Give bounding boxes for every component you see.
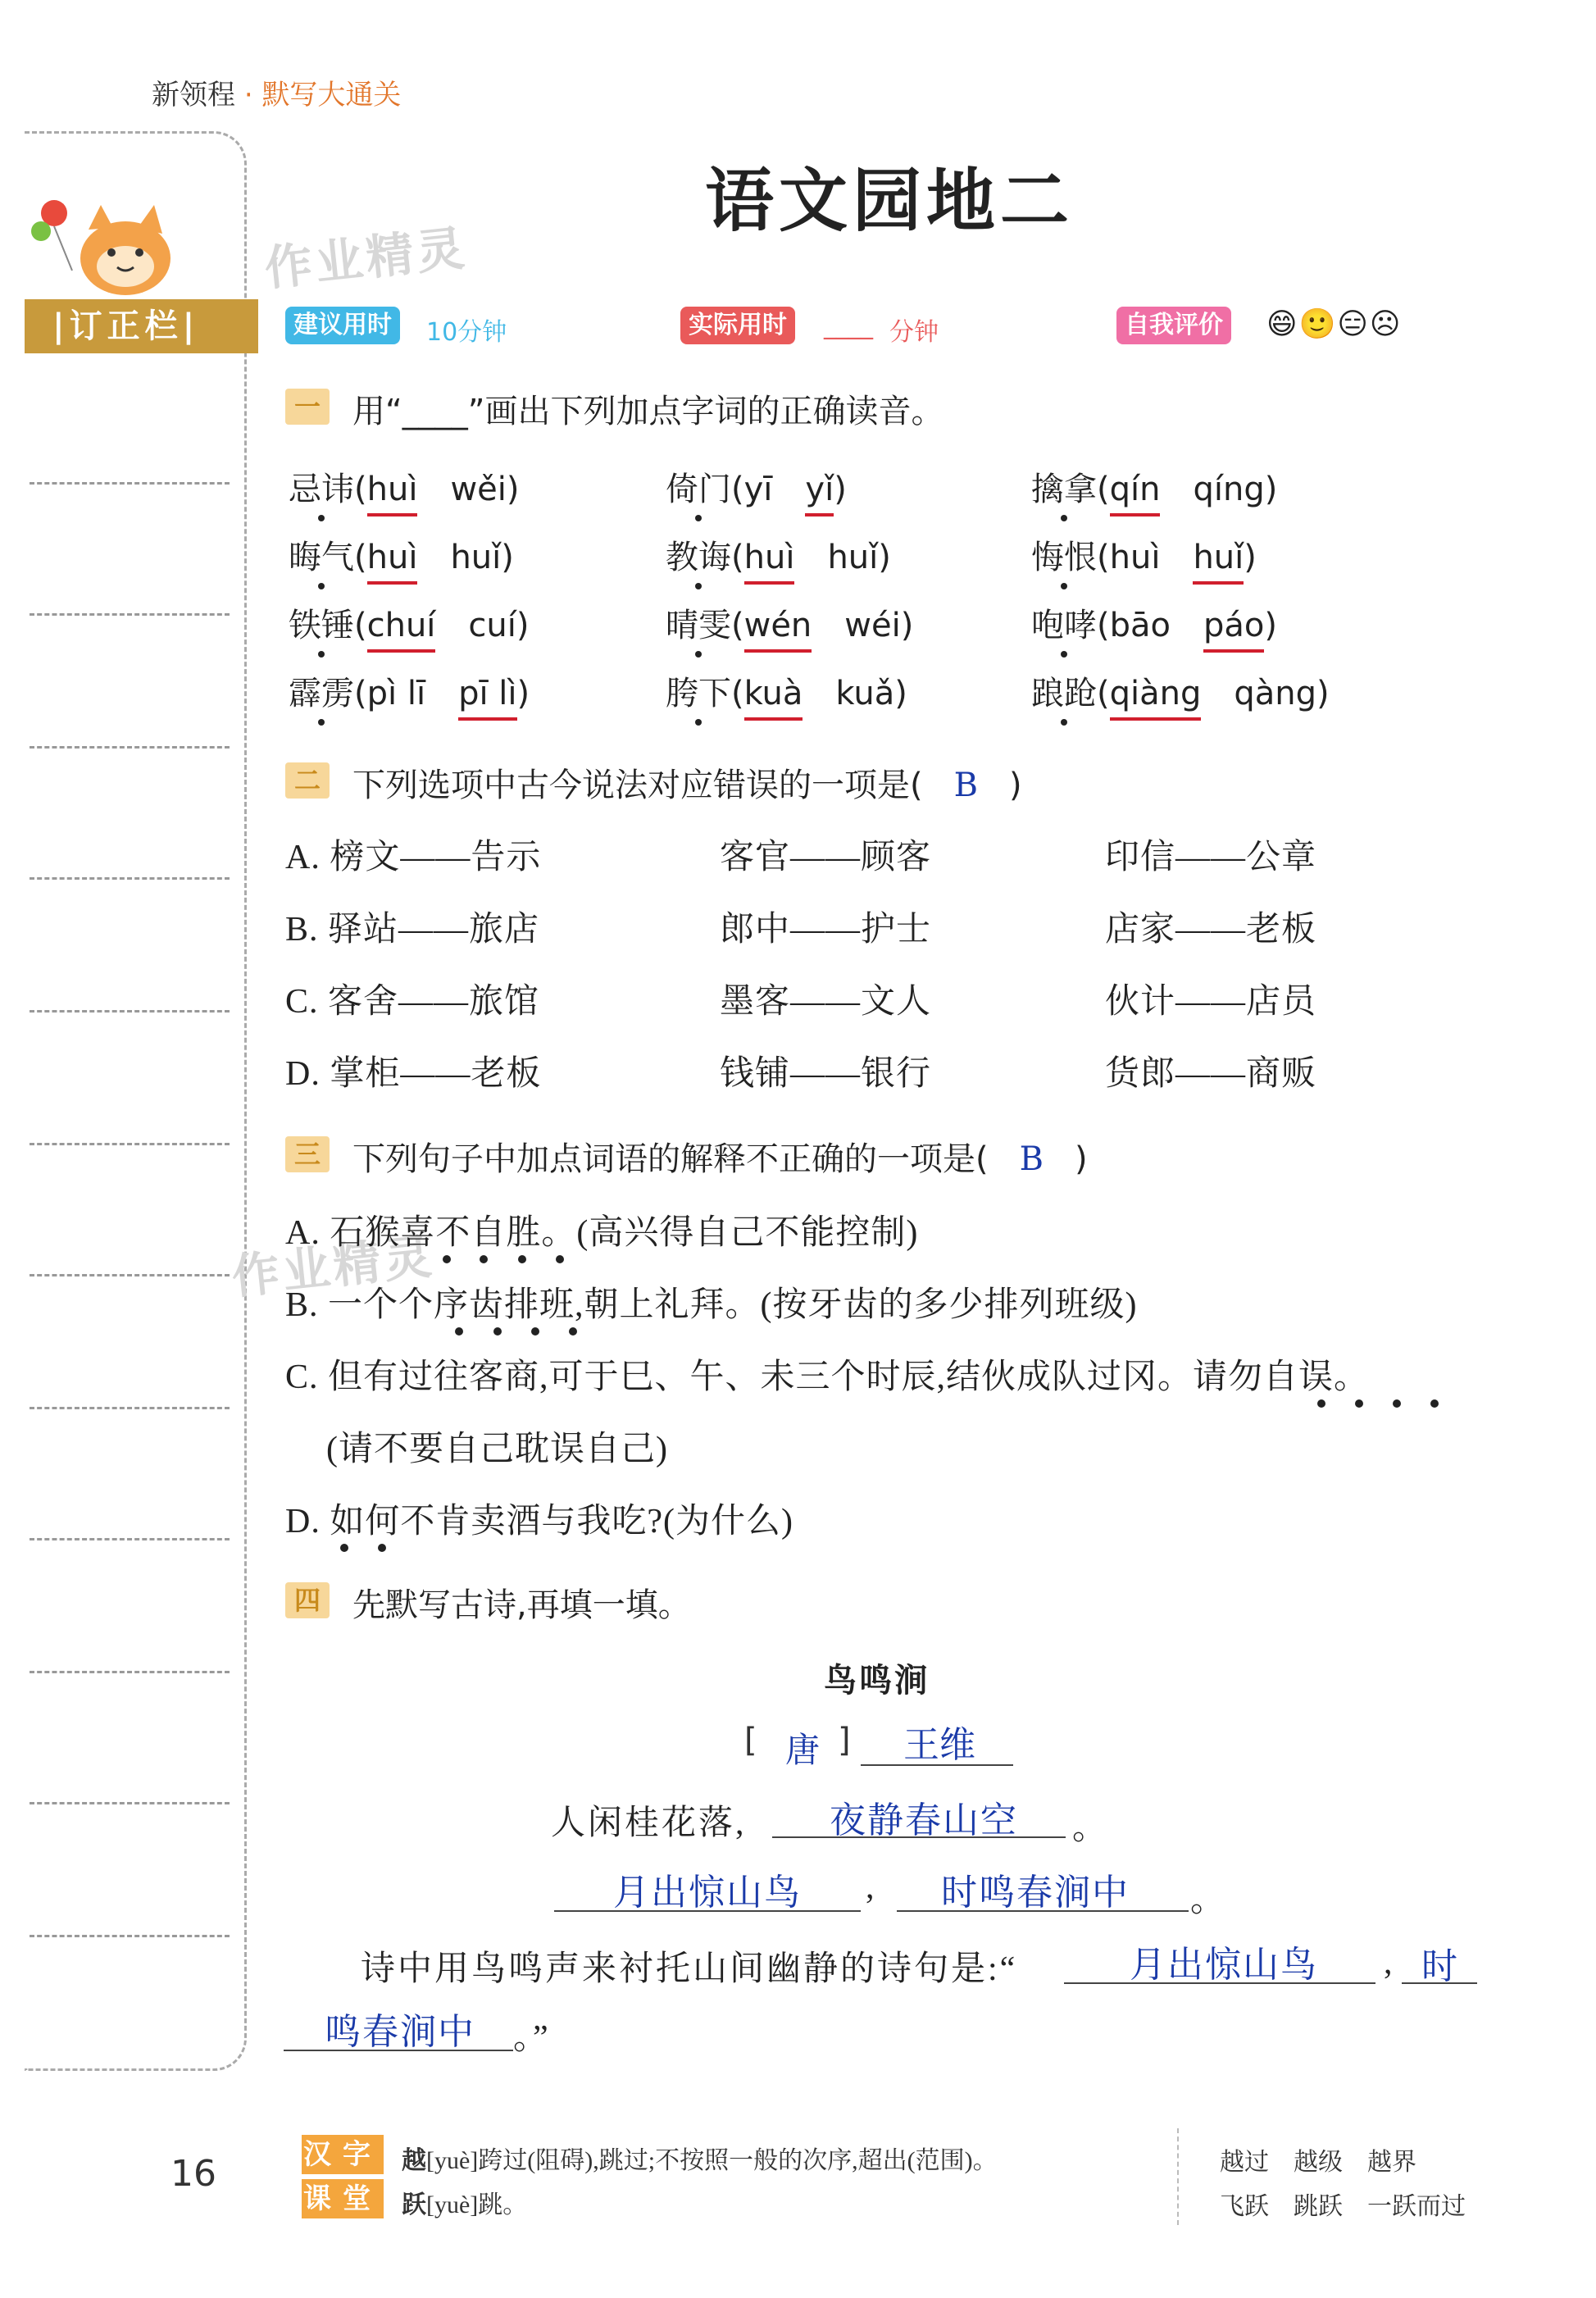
q3-option-c: C. 但有过往客商,可于巳、午、未三个时辰,结伙成队过冈。请勿自误。 [285,1358,1370,1396]
q2-row: 伙计——店员 [1105,983,1317,1021]
badge-line1: 汉字 [302,2135,384,2174]
q1-option-a[interactable]: bāo [1109,607,1171,644]
page-title: 语文园地二 [705,161,1075,241]
q1-option-b[interactable]: qàng [1234,675,1317,712]
author-answer[interactable]: 王维 [903,1724,975,1766]
q1-option-b[interactable]: wěi [450,471,507,508]
q2-answer[interactable]: B [953,767,979,804]
q2-row: 印信——公章 [1105,839,1317,876]
q1-item: 霹雳(pì lī pī lì) [289,667,530,714]
q1-item: 晴雯(wén wéi) [666,599,913,646]
q1-word: 铁锤 [289,599,354,646]
q1-option-a[interactable]: yī [743,471,773,508]
q3-option-b: B. 一个个序齿排班,朝上礼拜。(按牙齿的多少排列班级) [285,1286,1138,1324]
q1-word: 踉跄 [1031,667,1097,714]
q1-word: 擒拿 [1031,463,1097,510]
q3-option-d: D. 如何不肯卖酒与我吃?(为什么) [285,1503,793,1540]
q1-option-a[interactable]: huì [1109,539,1161,576]
q1-option-a[interactable]: wén [744,607,812,653]
q4-answer-b-part1[interactable]: 时 [1421,1945,1457,1987]
q4-number-badge: 四 [285,1582,330,1618]
q1-option-a[interactable]: huì [367,539,418,585]
q2-row: B. 驿站——旅店 [285,911,540,949]
q2-row: A. 榜文——告示 [285,839,542,876]
q1-option-b[interactable]: yǐ [805,471,834,516]
q1-word: 晴雯 [666,599,731,646]
sidebar-label: |订正栏| [52,307,200,345]
q1-option-a[interactable]: pì lī [366,675,426,712]
q1-item: 擒拿(qín qíng) [1031,463,1277,510]
q1-item: 咆哮(bāo páo) [1031,599,1277,646]
q1-option-b[interactable]: huǐ [1193,539,1244,585]
q4-answer-a[interactable]: 月出惊山鸟 [1130,1944,1318,1986]
q1-number-badge: 一 [285,389,330,425]
q1-option-a[interactable]: chuí [367,607,436,653]
q1-option-a[interactable]: qín [1110,471,1161,516]
q3-option-c-note: (请不要自己耽误自己) [326,1431,668,1468]
q1-option-a[interactable]: qiàng [1110,675,1202,721]
actual-time-blank[interactable]: ____ [824,312,873,340]
q3-answer[interactable]: B [1019,1140,1044,1178]
q1-item: 晦气(huì huǐ) [289,531,514,578]
q2-row: 客官——顾客 [720,839,932,876]
poem-line2-answer-a-line [554,1910,861,1912]
q4-answer-b-part2[interactable]: 鸣春涧中 [325,2011,475,2053]
series-subtitle: 默写大通关 [261,79,402,111]
q1-word: 忌讳 [289,463,354,510]
definition-2-char: 跃 [402,2191,426,2218]
dynasty-answer[interactable]: 唐 [785,1730,821,1770]
q1-word: 悔恨 [1031,531,1097,578]
series-name: 新领程 [152,79,235,111]
q3-close: ) [1075,1140,1088,1178]
q1-option-b[interactable]: wéi [844,607,901,644]
suggested-time-value: 10分钟 [426,318,507,347]
dynasty-close: ] [838,1722,851,1759]
q2-row: 郎中——护士 [720,911,932,949]
q3-option-a: A. 石猴喜不自胜。(高兴得自己不能控制) [285,1214,919,1252]
poem-line1-start: 人闲桂花落, [551,1804,747,1842]
definition-1 [402,2140,998,2176]
definition-1-text: [yuè]跨过(阻碍),跳过;不按照一般的次序,超出(范围)。 [426,2147,998,2174]
q3-number-badge: 三 [285,1136,330,1172]
q1-option-b[interactable]: kuǎ [835,675,895,712]
author-answer-line [861,1764,1013,1766]
dynasty-open: [ [744,1722,757,1759]
q1-option-a[interactable]: huì [744,539,795,585]
q1-option-b[interactable]: cuí [468,607,516,644]
q2-row: 墨客——文人 [720,983,932,1021]
definition-2 [402,2184,527,2220]
poem-line2-end: 。 [1190,1882,1228,1919]
q1-item: 踉跄(qiàng qàng) [1031,667,1330,714]
poem-line1-end: 。 [1072,1809,1110,1847]
actual-time-unit: 分钟 [889,318,939,347]
related-words-1: 越过 越级 越界 [1220,2149,1416,2176]
q1-option-a[interactable]: huì [367,471,418,516]
q4-answer-b-part1-line [1402,1982,1477,1984]
q1-option-b[interactable]: pī lì [458,675,516,721]
q4-question: 诗中用鸟鸣声来衬托山间幽静的诗句是:“ [361,1950,1018,1988]
definition-2-text: [yuè]跳。 [426,2191,528,2218]
q4-prompt: 先默写古诗,再填一填。 [352,1586,691,1624]
q1-item: 忌讳(huì wěi) [289,463,519,510]
poem-line2-answer-a[interactable]: 月出惊山鸟 [613,1872,802,1913]
q1-item: 悔恨(huì huǐ) [1031,531,1257,578]
q2-number-badge: 二 [285,762,330,799]
q1-option-a[interactable]: kuà [744,675,803,721]
q1-word: 胯下 [666,667,731,714]
q1-option-b[interactable]: huǐ [827,539,879,576]
q1-item: 教诲(huì huǐ) [666,531,891,578]
related-words-2: 飞跃 跳跃 一跃而过 [1220,2193,1466,2220]
series-separator: · [243,79,253,111]
self-eval-tag: 自我评价 [1116,307,1231,344]
poem-line2-answer-b[interactable]: 时鸣春涧中 [941,1872,1130,1913]
poem-line1-answer[interactable]: 夜静春山空 [830,1800,1018,1841]
self-eval-faces-icon[interactable]: 😄🙂😑☹ [1266,307,1403,341]
q1-prompt: 用“____”画出下列加点字词的正确读音。 [352,393,944,430]
q1-item: 铁锤(chuí cuí) [289,599,530,646]
q1-item: 胯下(kuà kuǎ) [666,667,907,714]
q4-answer-a-line [1064,1982,1375,1984]
poem-line1-answer-line [772,1836,1066,1838]
q1-word: 咆哮 [1031,599,1097,646]
q1-word: 晦气 [289,531,354,578]
q4-answer-comma: , [1384,1944,1395,1982]
definition-1-char: 越 [402,2147,426,2174]
q2-close: ) [1009,767,1022,804]
q3-prompt: 下列句子中加点词语的解释不正确的一项是( [352,1140,989,1178]
q4-answer-end: 。” [513,2019,551,2057]
q2-prompt: 下列选项中古今说法对应错误的一项是( [352,767,923,804]
q2-row: 钱铺——银行 [720,1055,932,1093]
chinese-char-class-badge [302,2135,384,2218]
actual-time-tag: 实际用时 [680,307,795,344]
q2-row: 店家——老板 [1105,911,1317,949]
q2-row: D. 掌柜——老板 [285,1055,542,1093]
watermark-top: 作业精灵 [261,220,471,297]
page-number: 16 [171,2153,216,2195]
q1-option-b[interactable]: páo [1203,607,1264,653]
poem-line2-comma: , [866,1868,877,1906]
footer-divider [1177,2128,1179,2225]
poem-line2-answer-b-line [897,1910,1189,1912]
q1-word: 教诲 [666,531,731,578]
q4-answer-b-part2-line [284,2050,513,2051]
q2-row: 货郎——商贩 [1105,1055,1317,1093]
q1-item: 倚门(yī yǐ) [666,463,847,510]
watermark-middle: 作业精灵 [229,1228,438,1305]
badge-line2: 课堂 [302,2179,384,2218]
suggested-time-tag: 建议用时 [285,307,400,344]
q2-row: C. 客舍——旅馆 [285,983,540,1021]
q1-option-b[interactable]: qíng [1193,471,1265,508]
q1-word: 霹雳 [289,667,354,714]
q1-word: 倚门 [666,463,731,510]
poem-title: 鸟鸣涧 [824,1662,930,1700]
q1-option-b[interactable]: huǐ [450,539,502,576]
